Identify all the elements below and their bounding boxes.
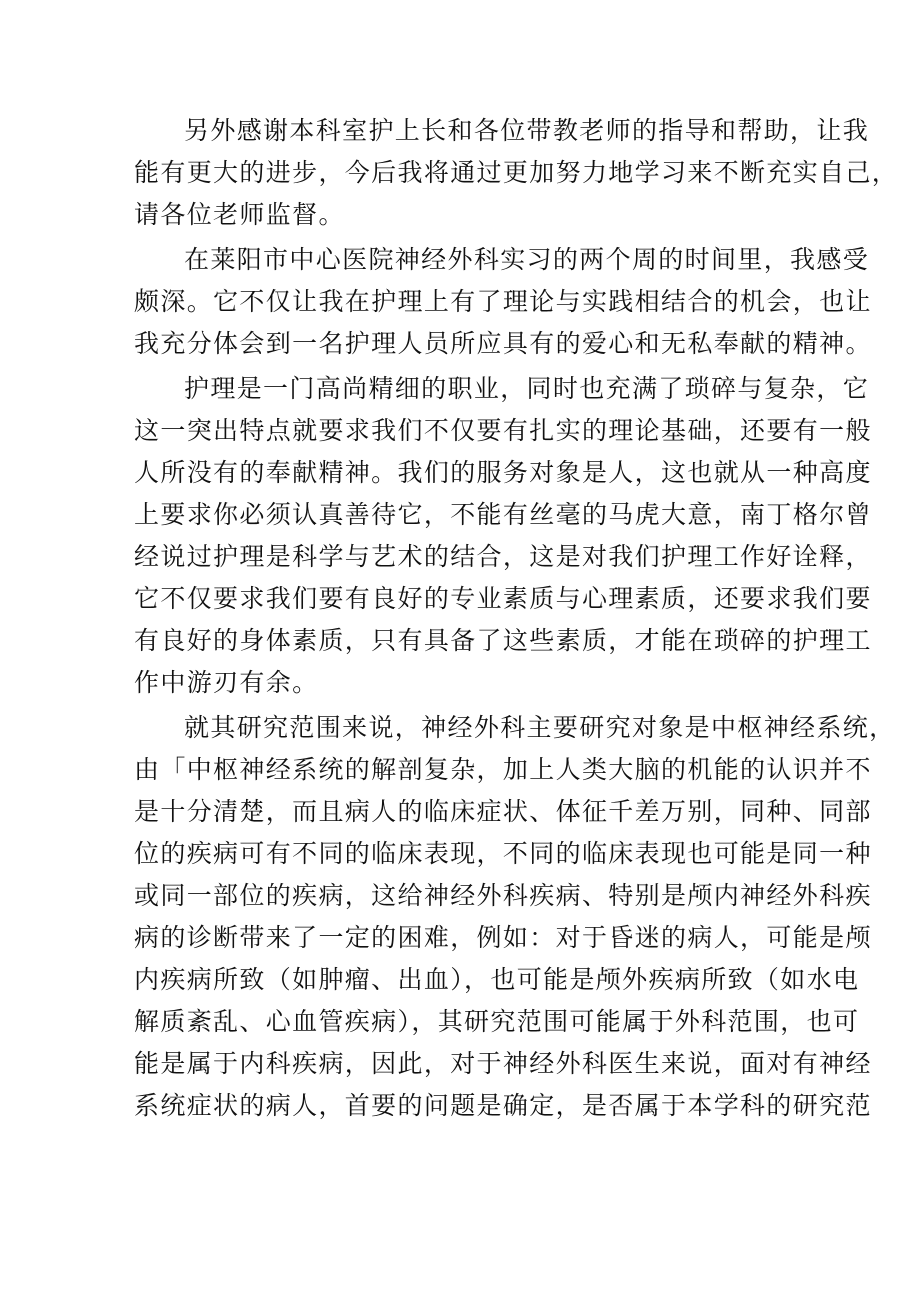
paragraph-line: 护理是一门高尚精细的职业，同时也充满了琐碎与复杂，它	[184, 374, 870, 403]
paragraph-line: 位的疾病可有不同的临床表现，不同的临床表现也可能是同一种	[134, 839, 872, 868]
paragraph-line: 或同一部位的疾病，这给神经外科疾病、特别是颅内神经外科疾	[134, 881, 872, 910]
paragraph-line: 颇深。它不仅让我在护理上有了理论与实践相结合的机会，也让	[134, 287, 872, 316]
paragraph-neurosurgery-scope	[134, 707, 896, 1127]
paragraph-line: 能是属于内科疾病，因此，对于神经外科医生来说，面对有神经	[134, 1049, 872, 1078]
paragraph-line: 另外感谢本科室护上长和各位带教老师的指导和帮助，让我	[184, 116, 870, 145]
paragraph-nursing-profession	[134, 368, 872, 704]
paragraph-line: 由「中枢神经系统的解剖复杂，加上人类大脑的机能的认识并不	[134, 755, 872, 784]
paragraph-line: 解质紊乱、心血管疾病），其研究范围可能属于外科范围，也可	[134, 1007, 860, 1036]
paragraph-line: 人所没有的奉献精神。我们的服务对象是人，这也就从一种高度	[134, 458, 872, 487]
paragraph-line: 内疾病所致（如肿瘤、出血），也可能是颅外疾病所致（如水电	[134, 965, 860, 994]
paragraph-line: 我充分体会到一名护理人员所应具有的爱心和无私奉献的精神。	[134, 329, 872, 358]
paragraph-line: 就其研究范围来说，神经外科主要研究对象是中枢神经系统，	[184, 713, 896, 742]
paragraph-line: 上要求你必须认真善待它，不能有丝毫的马虎大意，南丁格尔曾	[134, 500, 872, 529]
paragraph-line: 请各位老师监督。	[134, 200, 345, 229]
paragraph-line: 它不仅要求我们要有良好的专业素质与心理素质，还要求我们要	[134, 584, 872, 613]
paragraph-line: 能有更大的进步，今后我将通过更加努力地学习来不断充实自己，	[134, 158, 899, 187]
paragraph-line: 是十分清楚，而且病人的临床症状、体征千差万别，同种、同部	[134, 797, 872, 826]
paragraph-acknowledgement	[134, 110, 899, 236]
paragraph-internship-experience	[134, 239, 872, 365]
paragraph-line: 有良好的身体素质，只有具备了这些素质，才能在琐碎的护理工	[134, 626, 872, 655]
paragraph-line: 这一突出特点就要求我们不仅要有扎实的理论基础，还要有一般	[134, 416, 872, 445]
paragraph-line: 经说过护理是科学与艺术的结合，这是对我们护理工作好诠释，	[134, 542, 872, 571]
paragraph-line: 病的诊断带来了一定的困难，例如：对于昏迷的病人，可能是颅	[134, 923, 872, 952]
paragraph-line: 系统症状的病人，首要的问题是确定，是否属于本学科的研究范	[134, 1091, 872, 1120]
paragraph-line: 在莱阳市中心医院神经外科实习的两个周的时间里，我感受	[184, 245, 870, 274]
paragraph-line: 作中游刃有余。	[134, 668, 319, 697]
